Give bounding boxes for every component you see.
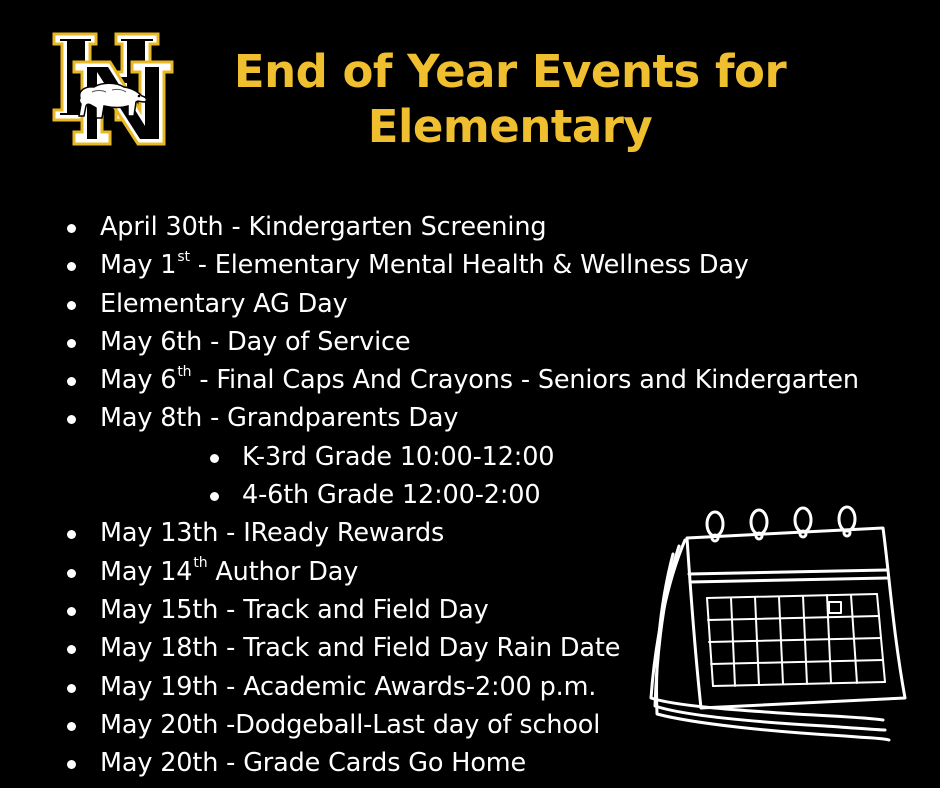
event-text-main: May 15th - Track and Field Day — [100, 594, 489, 625]
event-text-main: May 20th - Grade Cards Go Home — [100, 748, 527, 779]
event-text — [100, 399, 458, 437]
event-text-rest: - Elementary Mental Health & Wellness Day — [189, 250, 749, 281]
event-text-main: May 14 — [100, 556, 193, 587]
event-text-main: K-3rd Grade 10:00-12:00 — [242, 441, 555, 472]
ordinal-suffix: th — [177, 363, 192, 380]
event-text-main: May 18th - Track and Field Day Rain Date — [100, 633, 621, 664]
bullet-icon — [67, 607, 76, 616]
event-text — [100, 361, 859, 399]
bullet-icon — [67, 339, 76, 348]
event-text — [100, 668, 596, 706]
calendar-icon — [645, 502, 915, 747]
bullet-icon — [67, 415, 76, 424]
event-text-main: May 6th - Day of Service — [100, 326, 411, 357]
event-text — [100, 208, 546, 246]
event-text-main: April 30th - Kindergarten Screening — [100, 212, 547, 242]
bullet-icon — [67, 262, 76, 271]
event-text-main: May 6 — [100, 365, 177, 396]
bullet-icon — [67, 301, 76, 310]
event-text-main: May 1 — [100, 250, 177, 281]
event-text — [100, 246, 749, 284]
event-text-rest: - Final Caps And Crayons - Seniors and Kindergarten — [191, 365, 859, 396]
ordinal-suffix: th — [193, 555, 208, 572]
event-text — [100, 285, 348, 323]
event-text-main: Elementary AG Day — [100, 288, 348, 319]
event-text — [100, 591, 489, 629]
bullet-icon — [210, 492, 219, 501]
event-text — [242, 438, 554, 476]
title-line-2: Elementary — [367, 100, 653, 153]
event-text — [100, 629, 620, 667]
bullet-icon — [67, 530, 76, 539]
bullet-icon — [67, 377, 76, 386]
ordinal-suffix: st — [177, 248, 190, 265]
school-logo — [52, 32, 174, 146]
event-text-main: May 19th - Academic Awards-2:00 p.m. — [100, 671, 597, 702]
page-title — [185, 44, 835, 154]
event-text-rest: Author Day — [207, 556, 359, 587]
bullet-icon — [67, 224, 76, 233]
title-line-1: End of Year Events for — [233, 45, 787, 98]
bullet-icon — [67, 722, 76, 731]
bullet-icon — [210, 454, 219, 463]
event-text — [100, 553, 358, 591]
event-text — [100, 323, 410, 361]
event-text — [242, 476, 540, 514]
bullet-icon — [67, 684, 76, 693]
event-text-main: May 8th - Grandparents Day — [100, 403, 459, 434]
event-text-main: May 20th -Dodgeball-Last day of school — [100, 709, 601, 740]
bullet-icon — [67, 760, 76, 769]
event-text-main: May 13th - IReady Rewards — [100, 518, 445, 549]
event-text — [100, 706, 600, 744]
event-text — [100, 744, 526, 782]
event-text-main: 4-6th Grade 12:00-2:00 — [242, 480, 541, 511]
bullet-icon — [67, 645, 76, 654]
bullet-icon — [67, 569, 76, 578]
event-text — [100, 514, 444, 552]
